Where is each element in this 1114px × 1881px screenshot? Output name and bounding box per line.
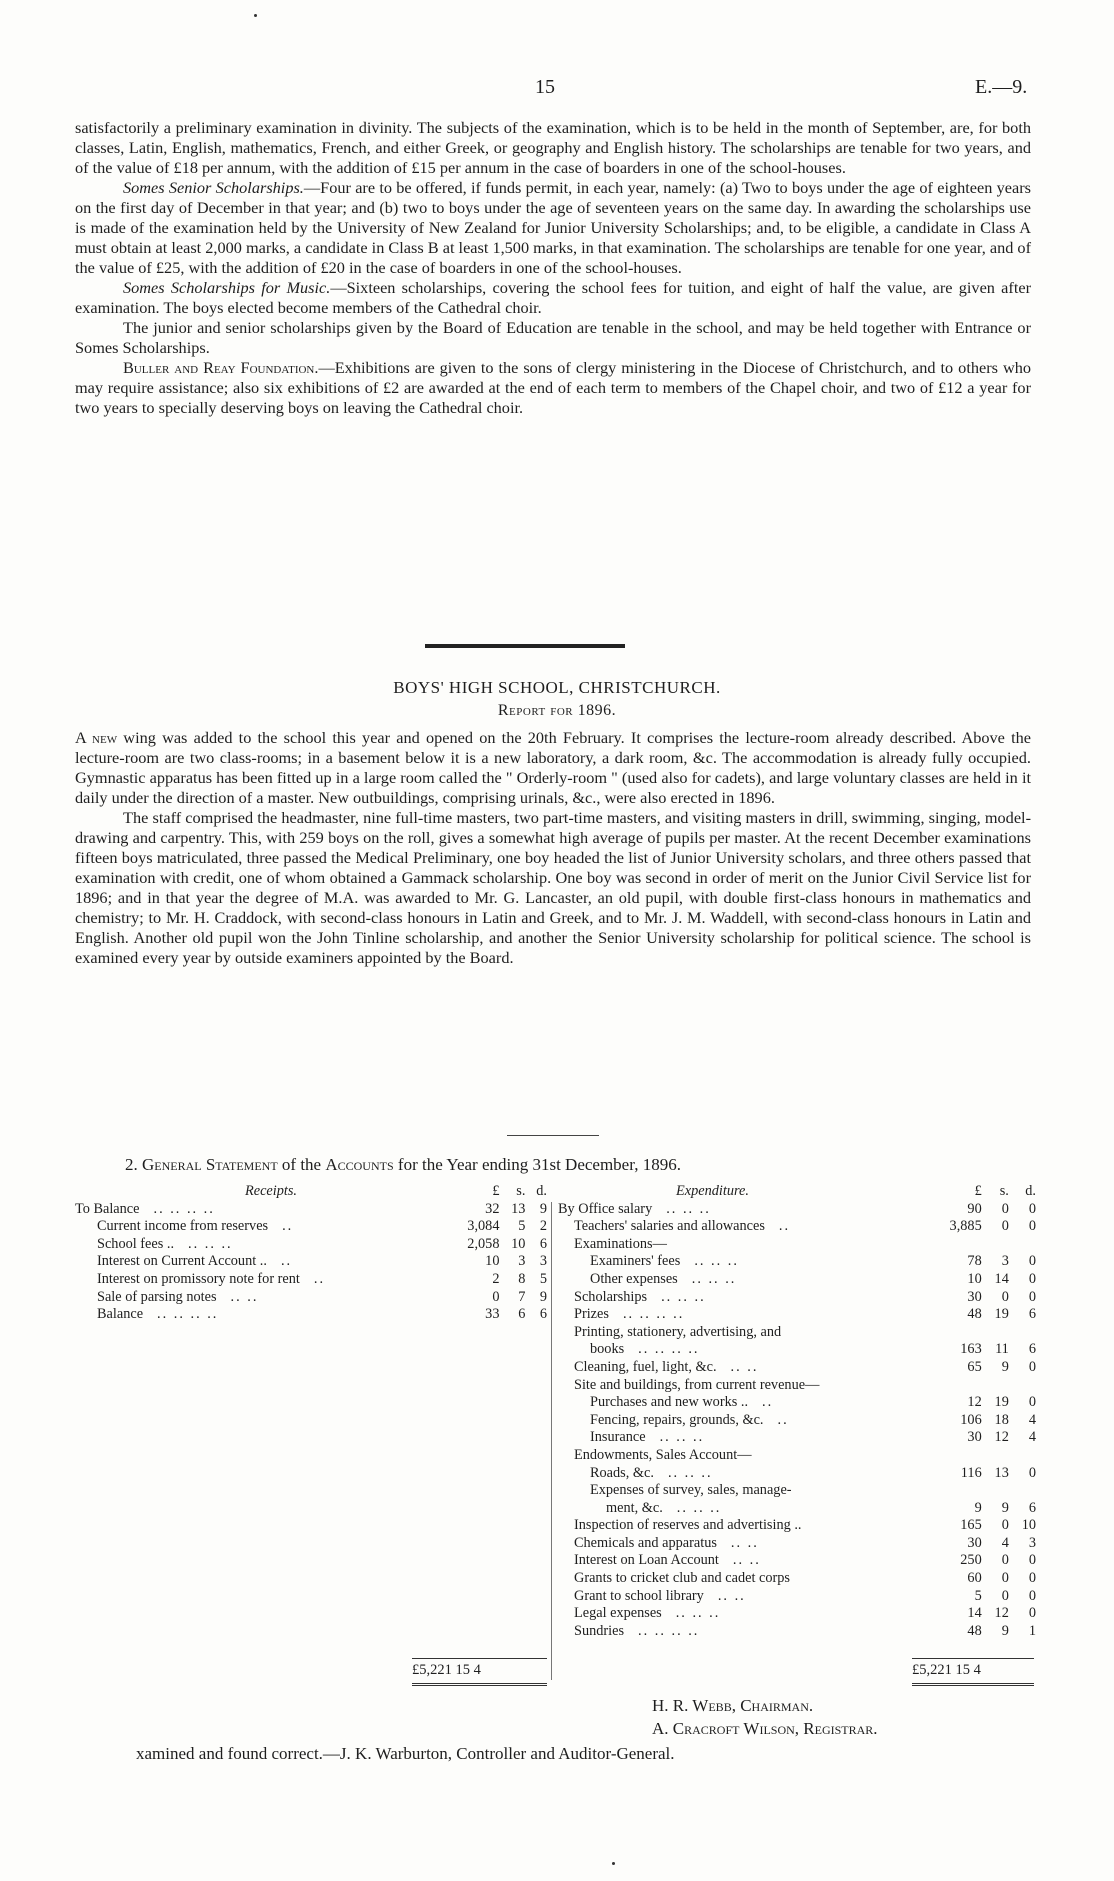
expenditure-row: [558, 1552, 1036, 1570]
expenditure-row: [558, 1517, 1036, 1535]
expenditure-row: [558, 1359, 1036, 1377]
expenditure-amount-l: [932, 1447, 982, 1465]
section-divider: [425, 644, 625, 648]
expenditure-amount-l: 60: [967, 1570, 982, 1587]
receipt-amount-l: 10: [485, 1253, 500, 1270]
expenditure-amount-s: 14: [994, 1270, 1009, 1287]
expenditure-amount-d: [1009, 1482, 1036, 1500]
expenditure-label: Printing, stationery, advertising, and: [574, 1323, 782, 1340]
expenditure-total: £5,221 15 4: [912, 1662, 981, 1678]
receipts-total-rule: [412, 1658, 547, 1659]
expenditure-row: [558, 1570, 1036, 1588]
expenditure-amount-s: 0: [1001, 1552, 1009, 1569]
expenditure-row: [558, 1377, 1036, 1395]
receipt-label: School fees ..: [97, 1235, 175, 1252]
receipts-total: £5,221 15 4: [412, 1662, 481, 1678]
expenditure-row: [558, 1535, 1036, 1553]
expenditure-label: Roads, &c.: [590, 1464, 654, 1481]
expenditure-label: Scholarships: [574, 1288, 648, 1305]
expenditure-amount-s: 12: [994, 1605, 1009, 1622]
expenditure-row: [558, 1412, 1036, 1430]
receipts-heading: Receipts.: [245, 1183, 298, 1199]
expenditure-amount-l: 116: [960, 1464, 982, 1481]
title-number: 2.: [125, 1155, 138, 1174]
receipt-row: [75, 1236, 547, 1254]
receipt-amount-l: 33: [485, 1306, 500, 1323]
leader-dots: .. ..: [730, 1534, 759, 1551]
col-pence: d.: [536, 1183, 547, 1199]
expenditure-row: [558, 1482, 1036, 1500]
title-accounts: Accounts: [325, 1155, 394, 1174]
expenditure-amount-s: 19: [994, 1394, 1009, 1411]
col-shillings: s.: [999, 1183, 1009, 1199]
section-title: BOYS' HIGH SCHOOL, CHRISTCHURCH.: [393, 678, 721, 697]
expenditure-amount-l: [932, 1377, 982, 1395]
expenditure-row: [558, 1324, 1036, 1342]
expenditure-amount-s: [982, 1324, 1009, 1342]
receipt-amount-l: 3,084: [467, 1218, 500, 1235]
expenditure-amount-d: 0: [1028, 1570, 1036, 1587]
expenditure-amount-s: [982, 1482, 1009, 1500]
expenditure-row: [558, 1605, 1036, 1623]
para-body: —Sixteen scholarships, covering the school fees for tuition, and eight of half the value, are given after examination. The boys elected become members of the Cathedral choir.: [75, 278, 1032, 317]
expenditure-amount-d: 0: [1028, 1394, 1036, 1411]
receipt-amount-l: 0: [492, 1288, 500, 1305]
expenditure-label: Endowments, Sales Account—: [574, 1446, 752, 1463]
expenditure-amount-d: 0: [1028, 1464, 1036, 1481]
expenditure-amount-l: [932, 1324, 982, 1342]
expenditure-amount-l: 78: [967, 1253, 982, 1270]
leader-dots: .. .. .. ..: [638, 1341, 700, 1358]
receipt-row: [75, 1289, 547, 1307]
expenditure-amount-d: 0: [1028, 1253, 1036, 1270]
expenditure-amount-l: 30: [967, 1534, 982, 1551]
expenditure-label: Examiners' fees: [590, 1253, 681, 1270]
intro-para-5: [75, 358, 1031, 418]
expenditure-row: [558, 1623, 1036, 1641]
report-para-2: The staff comprised the headmaster, nine full-time masters, two part-time masters, and visiting masters in drill, swimming, singing, model-drawing and carpentry. This, with 259 boys on the roll, gives a somewhat high average of pupils per master. At the recent December examinations fifteen boys matriculated, three passed the Medical Preliminary, one boy headed the list of Junior University scholars, and three others passed that examination with credit, one of whom obtained a Gammack scholarship. One boy was second in order of merit on the Junior Civil Service list for 1896; and in that year the degree of M.A. was awarded to Mr. G. Lancaster, an old pupil, with double first-class honours in mathematics and chemistry; to Mr. H. Craddock, with second-class honours in Latin and Greek, and to Mr. J. M. Waddell, with second-class honours in Latin and English. Another old pupil won the John Tinline scholarship, and another the Senior University scholarship for political science. The school is examined every year by outside examiners appointed by the Board.: [75, 808, 1031, 967]
expenditure-amount-s: 19: [994, 1306, 1009, 1323]
receipt-row: [75, 1306, 547, 1324]
expenditure-amount-d: 0: [1028, 1605, 1036, 1622]
receipt-label: Current income from reserves: [97, 1218, 269, 1235]
expenditure-label: books: [590, 1341, 625, 1358]
expenditure-amount-d: 0: [1028, 1288, 1036, 1305]
receipt-amount-d: 9: [539, 1200, 547, 1217]
expenditure-row: [558, 1500, 1036, 1518]
expenditure-amount-l: 12: [967, 1394, 982, 1411]
expenditure-amount-l: 9: [974, 1499, 982, 1516]
para-heading: Buller and Reay Foundation.: [123, 358, 319, 377]
section-subtitle: Report for 1896.: [497, 702, 617, 719]
expenditure-amount-d: 1: [1028, 1622, 1036, 1639]
receipt-label: To Balance: [75, 1200, 140, 1217]
expenditure-label: Fencing, repairs, grounds, &c.: [590, 1411, 764, 1428]
expenditure-label: Site and buildings, from current revenue—: [574, 1376, 820, 1393]
expenditure-amount-s: 0: [1001, 1570, 1009, 1587]
receipt-amount-s: 13: [511, 1200, 526, 1217]
expenditure-label: Interest on Loan Account: [574, 1552, 719, 1569]
expenditure-table: [558, 1183, 1036, 1640]
leader-dots: .. .. ..: [188, 1235, 233, 1252]
title-main: General Statement: [142, 1155, 278, 1174]
expenditure-header: [558, 1183, 1036, 1201]
receipt-amount-d: 5: [539, 1270, 547, 1287]
expenditure-amount-s: 11: [995, 1341, 1009, 1358]
expenditure-amount-s: [982, 1236, 1009, 1254]
intro-para-2: [75, 178, 1031, 278]
receipt-amount-d: 2: [539, 1218, 547, 1235]
expenditure-amount-s: [982, 1447, 1009, 1465]
expenditure-row: [558, 1253, 1036, 1271]
speck-bottom: [612, 1862, 615, 1865]
receipt-amount-l: 32: [485, 1200, 500, 1217]
receipt-amount-d: 6: [539, 1306, 547, 1323]
expenditure-amount-d: 0: [1028, 1218, 1036, 1235]
expenditure-amount-d: 6: [1028, 1341, 1036, 1358]
receipt-amount-d: 3: [539, 1253, 547, 1270]
receipt-row: [75, 1253, 547, 1271]
expenditure-amount-l: 5: [974, 1587, 982, 1604]
expenditure-row: [558, 1271, 1036, 1289]
expenditure-amount-d: 0: [1028, 1358, 1036, 1375]
expenditure-row: [558, 1394, 1036, 1412]
leader-dots: .. ..: [730, 1358, 759, 1375]
receipt-amount-s: 10: [511, 1235, 526, 1252]
expenditure-row: [558, 1289, 1036, 1307]
receipts-total-underline: [412, 1683, 547, 1686]
report-text: [75, 728, 1031, 968]
auditor-note: xamined and found correct.—J. K. Warburton, Controller and Auditor-General.: [136, 1744, 675, 1763]
para-heading: Somes Scholarships for Music.: [123, 278, 331, 297]
expenditure-label: Grant to school library: [574, 1587, 704, 1604]
page-number: 15: [535, 76, 555, 98]
leader-dots: .. .. ..: [691, 1270, 737, 1287]
expenditure-row: [558, 1236, 1036, 1254]
receipt-row: [75, 1201, 547, 1219]
expenditure-amount-d: 0: [1028, 1200, 1036, 1217]
expenditure-label: Grants to cricket club and cadet corps: [574, 1570, 790, 1587]
expenditure-amount-s: 3: [1001, 1253, 1009, 1270]
expenditure-amount-s: 0: [1001, 1288, 1009, 1305]
expenditure-amount-d: 0: [1028, 1270, 1036, 1287]
speck-top: [254, 14, 257, 17]
expenditure-amount-d: [1009, 1324, 1036, 1342]
title-of: of the: [277, 1155, 326, 1174]
expenditure-amount-l: 3,885: [949, 1218, 982, 1235]
expenditure-row: [558, 1341, 1036, 1359]
expenditure-label: Purchases and new works ..: [590, 1394, 749, 1411]
title-rest: for the Year ending 31st December, 1896.: [393, 1155, 681, 1174]
receipt-label: Interest on Current Account ..: [97, 1253, 267, 1270]
expenditure-amount-s: 12: [994, 1429, 1009, 1446]
receipt-label: Sale of parsing notes: [97, 1288, 217, 1305]
receipts-header: [75, 1183, 547, 1201]
receipt-row: [75, 1218, 547, 1236]
expenditure-row: [558, 1429, 1036, 1447]
expenditure-amount-s: 9: [1001, 1499, 1009, 1516]
expenditure-label: Chemicals and apparatus: [574, 1534, 717, 1551]
leader-dots: ..: [762, 1394, 774, 1411]
leader-dots: .. .. ..: [675, 1605, 721, 1622]
expenditure-amount-s: 0: [1001, 1587, 1009, 1604]
leader-dots: ..: [778, 1218, 791, 1235]
intro-para-3: [75, 278, 1031, 318]
expenditure-label: Insurance: [590, 1429, 646, 1446]
leader-dots: .. .. ..: [666, 1200, 711, 1217]
expenditure-amount-s: 4: [1001, 1534, 1009, 1551]
intro-text: [75, 118, 1031, 418]
leader-dots: ..: [282, 1218, 294, 1235]
accounts-title: [125, 1155, 1025, 1175]
receipt-row: [75, 1271, 547, 1289]
receipt-amount-l: 2,058: [467, 1235, 500, 1252]
leader-dots: .. .. ..: [694, 1253, 739, 1270]
expenditure-amount-s: [982, 1377, 1009, 1395]
expenditure-amount-l: 90: [967, 1200, 982, 1217]
expenditure-amount-l: 30: [967, 1288, 982, 1305]
short-rule: [507, 1135, 599, 1136]
expenditure-row: [558, 1201, 1036, 1219]
expenditure-amount-d: 10: [1021, 1517, 1036, 1534]
expenditure-amount-l: 48: [967, 1622, 982, 1639]
expenditure-label: Other expenses: [590, 1270, 678, 1287]
leader-dots: .. ..: [717, 1587, 746, 1604]
expenditure-amount-d: [1009, 1236, 1036, 1254]
receipt-amount-s: 8: [518, 1270, 526, 1287]
expenditure-label: Cleaning, fuel, light, &c.: [574, 1358, 717, 1375]
expenditure-amount-d: [1009, 1377, 1036, 1395]
expenditure-amount-d: 6: [1028, 1306, 1036, 1323]
expenditure-amount-d: 0: [1028, 1587, 1036, 1604]
signature-chairman: H. R. Webb, Chairman.: [652, 1696, 814, 1715]
expenditure-amount-s: 0: [1001, 1200, 1009, 1217]
expenditure-amount-l: [932, 1236, 982, 1254]
expenditure-amount-l: [932, 1482, 982, 1500]
intro-para-4: The junior and senior scholarships given by the Board of Education are tenable in the school, and may be held together with Entrance or Somes Scholarships.: [75, 318, 1031, 357]
expenditure-label: Inspection of reserves and advertising ..: [574, 1517, 802, 1534]
expenditure-amount-s: 18: [994, 1411, 1009, 1428]
receipt-label: Balance: [97, 1306, 144, 1323]
expenditure-amount-s: 0: [1001, 1517, 1009, 1534]
leader-dots: .. ..: [732, 1552, 761, 1569]
expenditure-amount-l: 14: [967, 1605, 982, 1622]
expenditure-row: [558, 1465, 1036, 1483]
expenditure-label: Examinations—: [574, 1235, 667, 1252]
expenditure-amount-l: 65: [967, 1358, 982, 1375]
para-body: —Four are to be offered, if funds permit, in each year, namely: (a) Two to boys under the age of eighteen years on the first day of December in that year; and (b) two to boys under the age of seventeen years on the same day. In awarding the scholarships use is made of the examination held by the University of New Zealand for Junior University Scholarships; and, to be eligible, a candidate in Class A must obtain at least 2,000 marks, a candidate in Class B at least 1,500 marks, in that examination. The scholarships are tenable for one year, and of the value of £25, with the addition of £20 in the case of boarders in one of the school-houses.: [75, 178, 1031, 277]
receipt-amount-s: 5: [518, 1218, 526, 1235]
receipt-amount-s: 6: [518, 1306, 526, 1323]
column-divider: [551, 1202, 552, 1680]
expenditure-total-rule: [912, 1658, 1034, 1659]
document-code: E.—9.: [975, 76, 1028, 98]
expenditure-amount-l: 163: [960, 1341, 982, 1358]
expenditure-label: Legal expenses: [574, 1605, 662, 1622]
leader-dots: ..: [280, 1253, 293, 1270]
para-body: —Exhibitions are given to the sons of clergy ministering in the Diocese of Christchurch, and to others who may require assistance; also six exhibitions of £2 are awarded at the end of each term to members of the Chapel choir, and two of £12 a year for two years to specially deserving boys on leaving the Cathedral choir.: [75, 358, 1031, 417]
leader-dots: .. .. ..: [659, 1429, 705, 1446]
leader-dots: .. .. ..: [661, 1288, 706, 1305]
expenditure-amount-d: 0: [1028, 1552, 1036, 1569]
leader-dots: .. .. .. ..: [638, 1622, 700, 1639]
receipt-amount-d: 9: [539, 1288, 547, 1305]
leader-dots: .. ..: [230, 1288, 259, 1305]
receipt-amount-s: 7: [518, 1288, 526, 1305]
leader-dots: ..: [313, 1270, 326, 1287]
expenditure-label: Expenses of survey, sales, manage-: [590, 1482, 792, 1499]
leader-dots: .. .. ..: [667, 1464, 713, 1481]
para-body: wing was added to the school this year and opened on the 20th February. It comprises the lecture-room already described. Above the lecture-room are two class-rooms; in a basement below it is a new laboratory, a dark room, &c. The accommodation is already fully occupied. Gymnastic apparatus has been fitted up in a large room called the " Orderly-room " (used also for cadets), and large voluntary classes are held in it daily under the direction of a master. New outbuildings, comprising urinals, &c., were also erected in 1896.: [75, 728, 1031, 807]
receipt-amount-s: 3: [518, 1253, 526, 1270]
expenditure-label: Teachers' salaries and allowances: [574, 1218, 765, 1235]
expenditure-amount-s: 13: [994, 1464, 1009, 1481]
col-pounds: £: [974, 1183, 982, 1199]
expenditure-label: By Office salary: [558, 1200, 653, 1217]
expenditure-amount-l: 48: [967, 1306, 982, 1323]
expenditure-amount-d: [1009, 1447, 1036, 1465]
expenditure-row: [558, 1306, 1036, 1324]
expenditure-amount-s: 9: [1001, 1358, 1009, 1375]
expenditure-row: [558, 1588, 1036, 1606]
expenditure-amount-l: 106: [960, 1411, 982, 1428]
intro-para-1: satisfactorily a preliminary examination in divinity. The subjects of the examination, which is to be held in the month of September, are, for both classes, Latin, English, mathematics, French, and either Greek, or geography and English history. The scholarships are tenable for two years, and of the value of £18 per annum, with the addition of £15 per annum in the case of boarders in one of the school-houses.: [75, 118, 1031, 177]
col-shillings: s.: [516, 1183, 526, 1199]
expenditure-amount-d: 6: [1028, 1499, 1036, 1516]
leader-dots: .. .. .. ..: [622, 1306, 685, 1323]
leader-dots: .. .. ..: [676, 1499, 722, 1516]
expenditure-label: Prizes: [574, 1306, 609, 1323]
leader-dots: ..: [777, 1411, 789, 1428]
receipt-amount-d: 6: [539, 1235, 547, 1252]
para-heading: Somes Senior Scholarships.: [123, 178, 304, 197]
col-pence: d.: [1025, 1183, 1036, 1199]
expenditure-amount-s: 9: [1001, 1622, 1009, 1639]
report-para-1: [75, 728, 1031, 808]
col-pounds: £: [492, 1183, 500, 1199]
expenditure-amount-l: 250: [960, 1552, 982, 1569]
lead-words: A new: [75, 728, 118, 747]
receipt-amount-l: 2: [492, 1270, 500, 1287]
expenditure-amount-d: 3: [1028, 1534, 1036, 1551]
expenditure-amount-d: 4: [1028, 1411, 1036, 1428]
expenditure-heading: Expenditure.: [676, 1183, 749, 1199]
expenditure-label: ment, &c.: [606, 1499, 663, 1516]
leader-dots: .. .. .. ..: [153, 1200, 215, 1217]
expenditure-amount-d: 4: [1028, 1429, 1036, 1446]
receipt-label: Interest on promissory note for rent: [97, 1270, 300, 1287]
expenditure-total-underline: [912, 1683, 1034, 1686]
expenditure-amount-l: 30: [967, 1429, 982, 1446]
expenditure-label: Sundries: [574, 1622, 625, 1639]
signature-registrar: A. Cracroft Wilson, Registrar.: [652, 1719, 878, 1738]
leader-dots: .. .. .. ..: [157, 1306, 219, 1323]
expenditure-amount-l: 10: [967, 1270, 982, 1287]
expenditure-row: [558, 1447, 1036, 1465]
receipts-table: [75, 1183, 547, 1324]
expenditure-row: [558, 1218, 1036, 1236]
expenditure-amount-s: 0: [1001, 1218, 1009, 1235]
expenditure-amount-l: 165: [960, 1517, 982, 1534]
